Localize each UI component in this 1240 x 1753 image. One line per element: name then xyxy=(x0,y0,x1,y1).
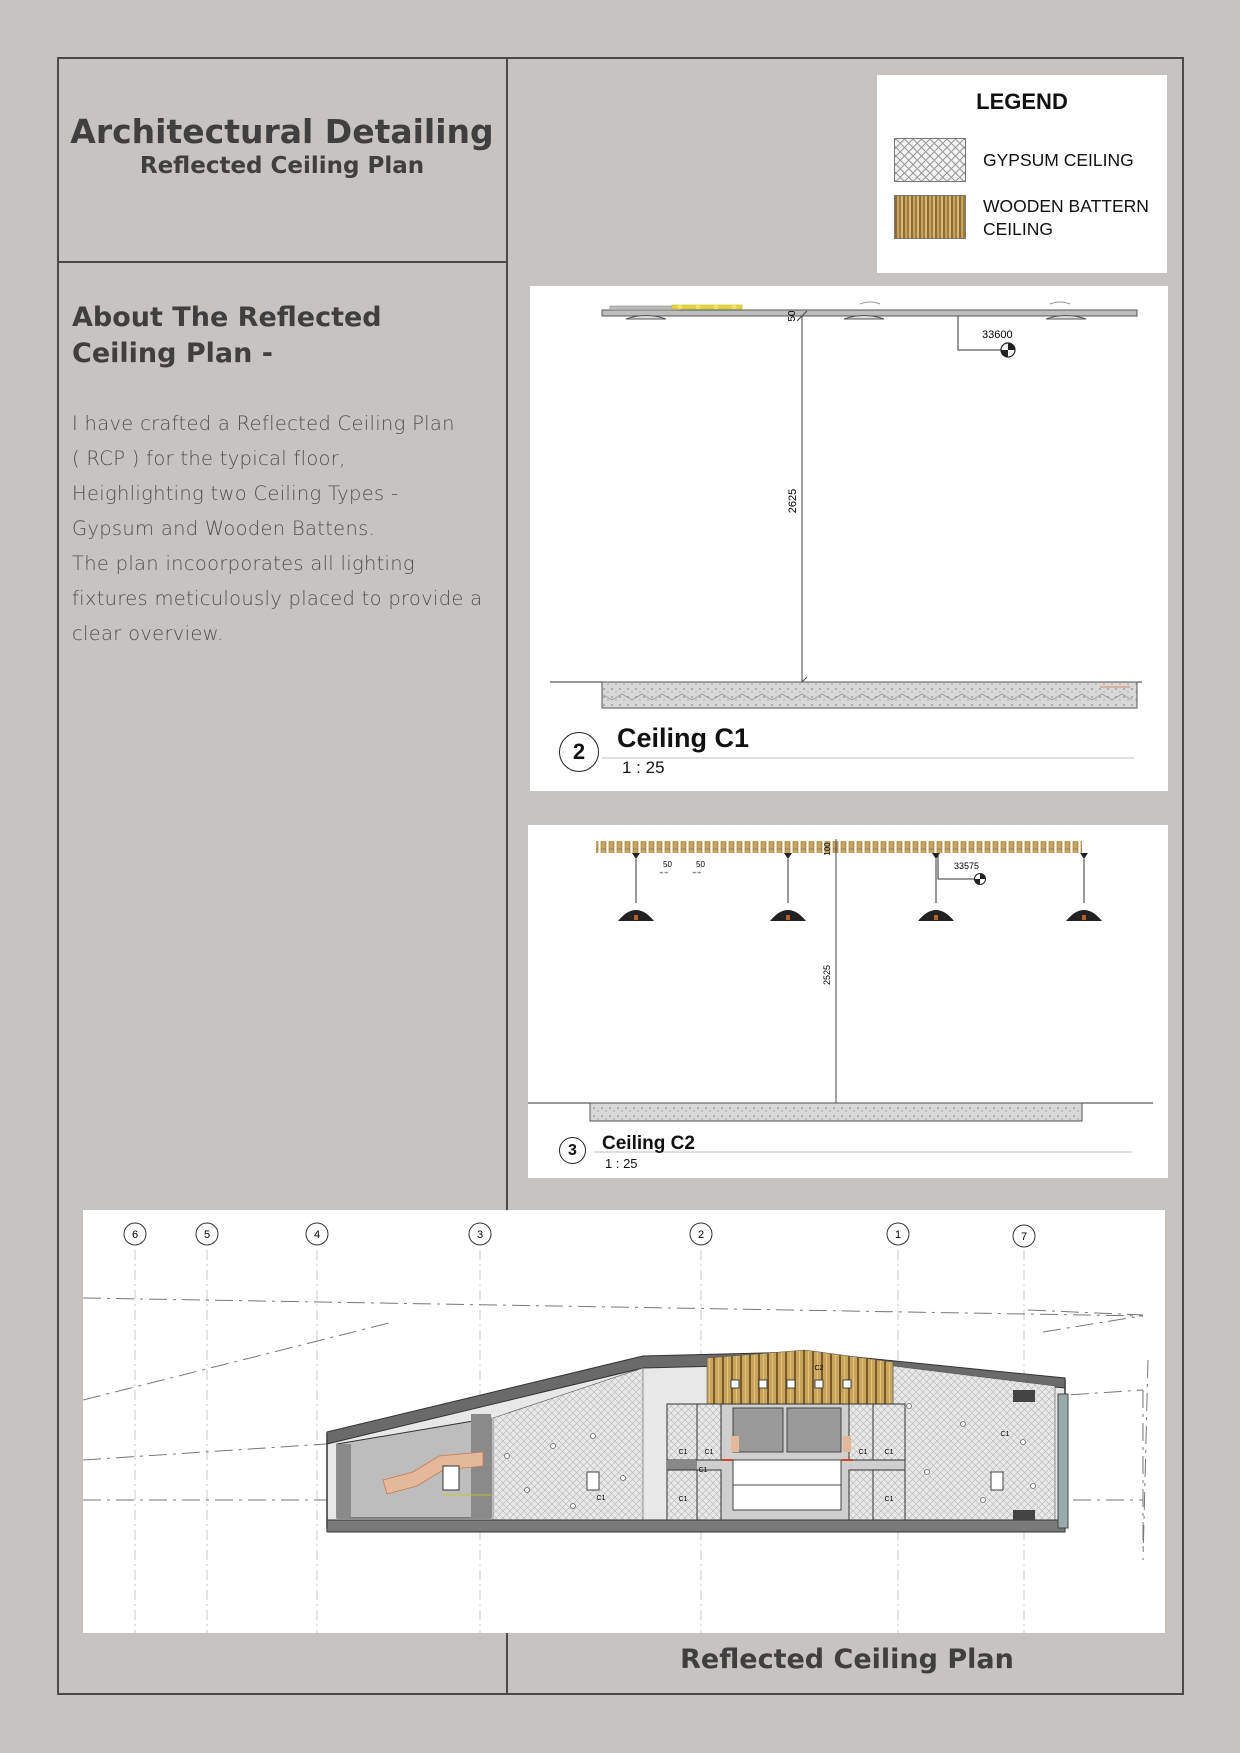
pendant-light xyxy=(618,853,654,921)
about-line: clear overview. xyxy=(72,622,224,645)
light-fixture xyxy=(696,305,701,310)
detail-number-badge: 3 xyxy=(559,1137,586,1164)
about-line: The plan incoorporates all lighting xyxy=(72,552,415,575)
level-label: 33575 xyxy=(954,861,980,871)
light-fixture xyxy=(732,305,737,310)
grid-label: 6 xyxy=(131,1229,139,1241)
floor-slab xyxy=(602,682,1137,708)
detail-title: Ceiling C2 xyxy=(602,1133,695,1154)
light-fixture xyxy=(678,305,683,310)
about-paragraph xyxy=(72,406,497,651)
detail-title: Ceiling C1 xyxy=(617,723,750,753)
detail-scale: 1 : 25 xyxy=(622,758,665,777)
reflected-ceiling-plan xyxy=(83,1210,1165,1633)
grid-label: 1 xyxy=(894,1229,902,1241)
svg-text:⌁⌁: ⌁⌁ xyxy=(692,868,702,877)
plan-drawing xyxy=(83,1210,1165,1633)
title-block xyxy=(58,112,506,180)
ceiling-c2-section xyxy=(528,825,1168,1178)
grid-label: 5 xyxy=(203,1229,211,1241)
light-fixture xyxy=(714,305,719,310)
legend-label-wood: WOODEN BATTERN CEILING xyxy=(983,196,1149,239)
about-line: Heighlighting two Ceiling Types - xyxy=(72,482,399,505)
grid-label: 2 xyxy=(697,1229,705,1241)
header-divider xyxy=(57,261,508,263)
dim-a-label: 50 xyxy=(663,860,672,869)
wood-swatch xyxy=(894,195,966,239)
grid-label: 7 xyxy=(1020,1231,1028,1243)
ceiling-tag: C1 xyxy=(884,1449,894,1456)
ceiling-tag: C1 xyxy=(596,1495,606,1502)
about-line: ( RCP ) for the typical floor, xyxy=(72,447,346,470)
svg-text:⌁⌁: ⌁⌁ xyxy=(659,868,669,877)
page-title: Architectural Detailing xyxy=(70,112,494,151)
page-subtitle: Reflected Ceiling Plan xyxy=(139,153,425,179)
ceiling-tag: C2 xyxy=(814,1365,824,1372)
ceiling-tag: C1 xyxy=(698,1467,708,1474)
ceiling-tag: C1 xyxy=(1000,1431,1010,1438)
cove xyxy=(610,306,680,310)
pendant-light xyxy=(1066,853,1102,921)
ceiling-tag: C1 xyxy=(884,1496,894,1503)
dim-ceiling-label: 50 xyxy=(787,310,798,322)
about-heading: About The Reflected Ceiling Plan - xyxy=(72,302,382,369)
about-line: fixtures meticulously placed to provide a xyxy=(72,587,483,610)
ceiling-tag: C1 xyxy=(678,1449,688,1456)
detail-ceiling-c1 xyxy=(530,286,1168,791)
dim-b-label: 50 xyxy=(696,860,705,869)
legend-title: LEGEND xyxy=(976,89,1068,114)
level-label: 33600 xyxy=(982,329,1013,341)
detail-ceiling-c2 xyxy=(528,825,1168,1178)
about-line: Gypsum and Wooden Battens. xyxy=(72,517,376,540)
detail-scale: 1 : 25 xyxy=(605,1156,638,1171)
dim-height-label: 2625 xyxy=(787,488,799,514)
wood-batten-zone xyxy=(707,1350,893,1404)
plan-caption: Reflected Ceiling Plan xyxy=(680,1644,1014,1675)
legend-panel xyxy=(877,75,1167,273)
pendant-light xyxy=(770,853,806,921)
floor-slab xyxy=(590,1103,1082,1121)
legend-label-gypsum: GYPSUM CEILING xyxy=(983,150,1134,170)
ceiling-tag: C1 xyxy=(858,1449,868,1456)
dim-batten-label: 100 xyxy=(823,842,832,856)
about-line: I have crafted a Reflected Ceiling Plan xyxy=(72,412,455,435)
wood-battens xyxy=(596,841,1082,853)
detail-number-badge: 2 xyxy=(559,732,599,772)
gypsum-swatch xyxy=(894,138,966,182)
ceiling-tag: C1 xyxy=(678,1496,688,1503)
grid-label: 3 xyxy=(476,1229,484,1241)
dim-height-label: 2525 xyxy=(822,964,832,986)
ceiling-c1-section xyxy=(530,286,1168,791)
pendant-light xyxy=(918,853,954,921)
ceiling-tag: C1 xyxy=(704,1449,714,1456)
grid-label: 4 xyxy=(313,1229,321,1241)
ceiling-board xyxy=(602,310,1137,316)
